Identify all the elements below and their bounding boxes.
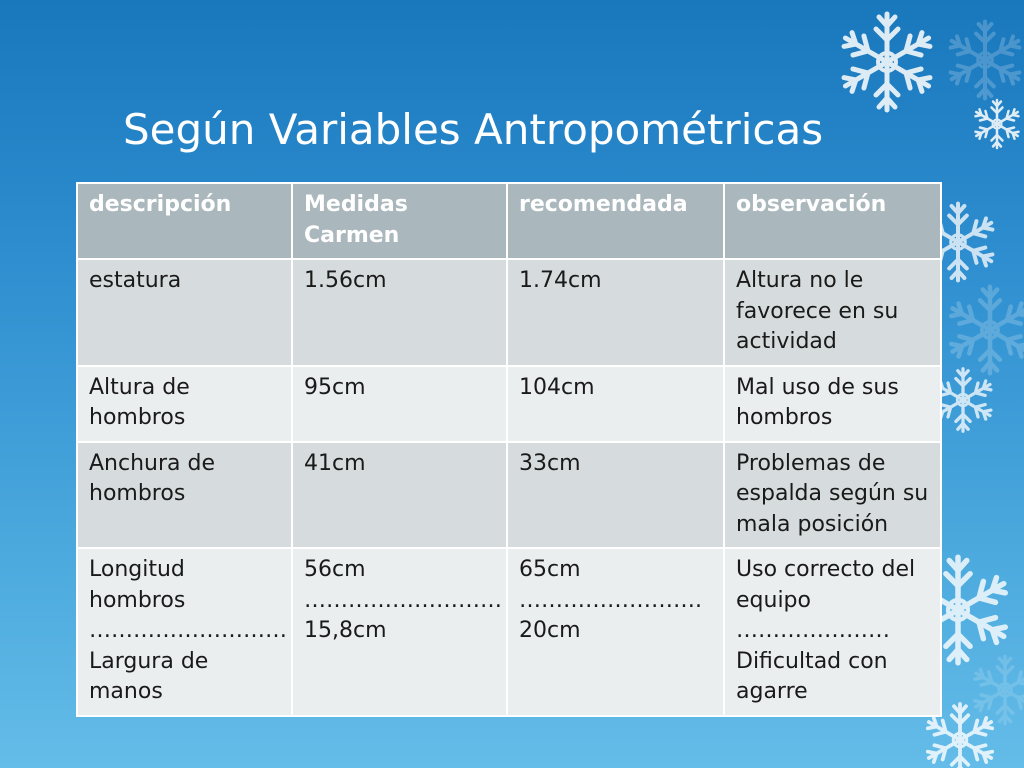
table-header-row <box>77 183 941 259</box>
snowflake-icon <box>948 287 1024 373</box>
table-cell: Mal uso de sus hombros <box>724 366 941 442</box>
table-cell: 104cm <box>507 366 724 442</box>
separator-dots: ……………………. <box>519 587 702 613</box>
snowflake-icon <box>840 14 934 110</box>
table-cell <box>292 548 507 716</box>
cell-text: 20cm <box>519 618 581 643</box>
table-cell <box>77 548 292 716</box>
column-header: observación <box>724 183 941 259</box>
table-cell: estatura <box>77 259 292 366</box>
separator-dots: ……………………… <box>89 618 287 643</box>
separator-dots: ……………………… <box>304 587 502 613</box>
cell-text: 56cm <box>304 557 366 582</box>
table-cell <box>507 548 724 716</box>
table-row <box>77 259 941 366</box>
table-cell <box>724 548 941 716</box>
table-cell: 1.74cm <box>507 259 724 366</box>
table-cell: Problemas de espalda según su mala posición <box>724 442 941 549</box>
table-cell: Altura de hombros <box>77 366 292 442</box>
cell-text: Uso correcto del equipo <box>736 557 916 613</box>
slide-title: Según Variables Antropométricas <box>123 105 824 154</box>
snowflake-icon <box>973 100 1020 148</box>
table-row <box>77 366 941 442</box>
column-header: descripción <box>77 183 292 259</box>
snowflake-icon <box>972 656 1024 723</box>
table-cell: 33cm <box>507 442 724 549</box>
separator-dots: ………………… <box>736 618 890 643</box>
snowflake-icon <box>947 22 1022 99</box>
cell-text: 15,8cm <box>304 618 387 643</box>
table-row <box>77 548 941 716</box>
table-cell: Altura no le favorece en su actividad <box>724 259 941 366</box>
table-cell: 41cm <box>292 442 507 549</box>
table-row <box>77 442 941 549</box>
cell-text: Longitud hombros <box>89 557 186 613</box>
cell-text: Largura de manos <box>89 648 209 704</box>
table-cell: Anchura de hombros <box>77 442 292 549</box>
cell-text: 65cm <box>519 557 581 582</box>
table-cell: 95cm <box>292 366 507 442</box>
column-header: recomendada <box>507 183 724 259</box>
table-cell: 1.56cm <box>292 259 507 366</box>
column-header: Medidas Carmen <box>292 183 507 259</box>
cell-text: Dificultad con agarre <box>736 648 888 704</box>
anthropometric-table <box>76 182 942 717</box>
